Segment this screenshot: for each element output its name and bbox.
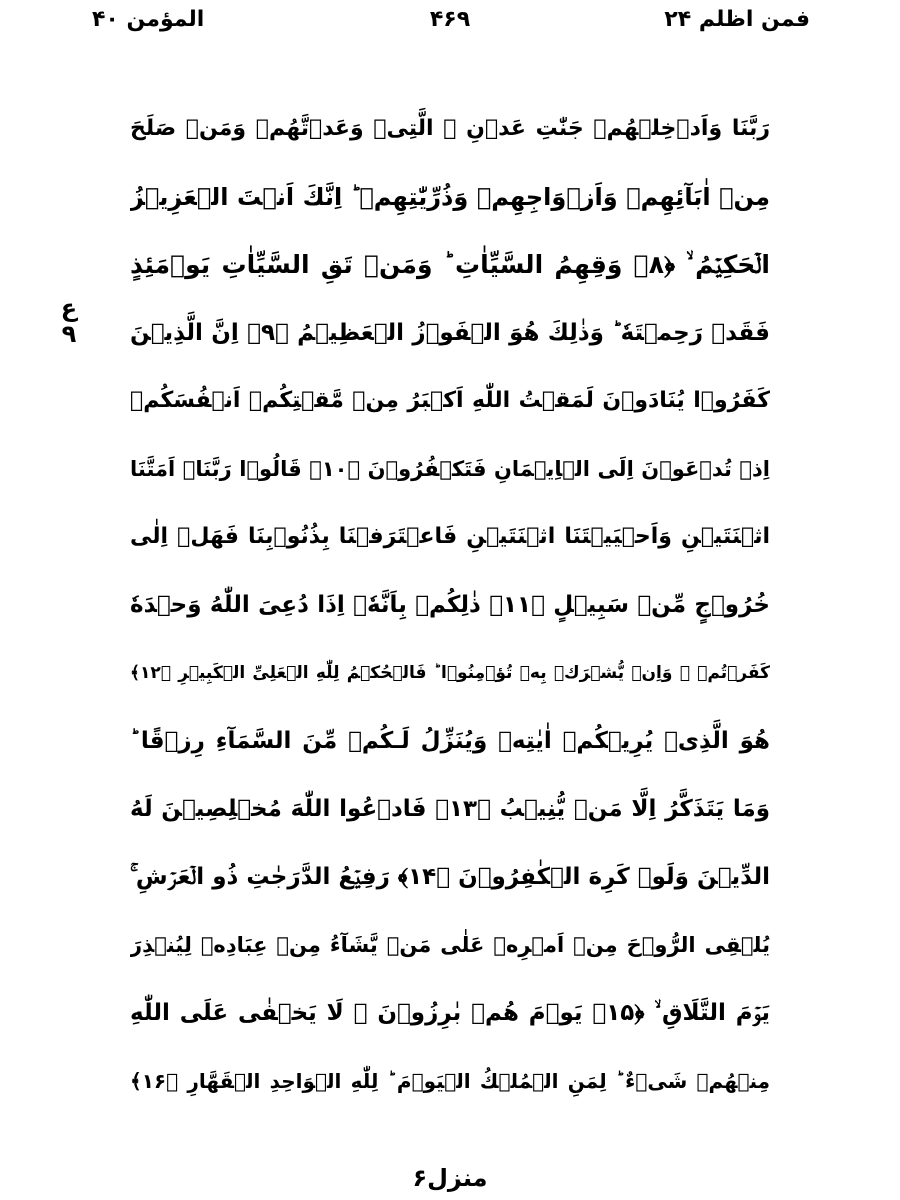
text-line: رَبَّنَا وَاَدۡخِلۡهُمۡ جَنّٰتِ عَدۡنِ ۣ الَّتِىۡ وَعَدۡتَّهُمۡ وَمَنۡ صَلَحَ (130, 116, 770, 141)
page-header (0, 0, 900, 44)
text-line: هُوَ الَّذِىۡ يُرِيۡكُمۡ اٰيٰتِهٖ وَيُنَزِّلُ لَـكُمۡ مِّنَ السَّمَآءِ رِزۡقًا‌ ؕ (130, 728, 770, 754)
text-line: مِنۡ اٰبَآئِهِمۡ وَاَزۡوَاجِهِمۡ وَذُرِّيّٰتِهِمۡ‌ ؕ اِنَّكَ اَنۡتَ الۡعَزِيۡزُ (130, 183, 770, 211)
text-line: اِذۡ تُدۡعَوۡنَ اِلَى الۡاِيۡمَانِ فَتَكۡفُرُوۡنَ‏ ﴿۱۰﴾ قَالُوۡا رَبَّنَاۤ اَمَتَّنَا (130, 457, 770, 481)
quran-text-block (130, 95, 770, 1115)
text-line: الدِّيۡنَ وَلَوۡ كَرِهَ الۡكٰفِرُوۡنَ‏ ﴿۱۴﴾ رَفِيۡعُ الدَّرَجٰتِ ذُو الۡعَرۡشِ‌ ۚ (130, 864, 770, 890)
text-line: وَمَا يَتَذَكَّرُ اِلَّا مَنۡ يُّنِيۡبُ‏ ﴿۱۳﴾ فَادۡعُوا اللّٰهَ مُخۡلِصِيۡنَ لَهُ (130, 796, 770, 822)
surah-name: المؤمن ۴۰ (92, 7, 205, 32)
page-number: ۴۶۹ (429, 7, 471, 32)
text-line: كَفَرُوۡا يُنَادَوۡنَ لَمَقۡتُ اللّٰهِ اَكۡبَرُ مِنۡ مَّقۡتِكُمۡ اَنۡفُسَكُمۡ (130, 388, 770, 413)
text-line: اثۡنَتَيۡنِ وَاَحۡيَيۡتَنَا اثۡنَتَيۡنِ فَاعۡتَرَفۡنَا بِذُنُوۡبِنَا فَهَلۡ اِلٰى (130, 524, 770, 549)
juz-name: فمن اظلم ۲۴ (664, 7, 810, 32)
text-line: مِنۡهُمۡ شَىۡءٌ‌ ؕ لِمَنِ الۡمُلۡكُ الۡيَوۡمَ‌ ؕ لِلّٰهِ الۡوَاحِدِ الۡقَهَّارِ‏ ﴿۱۶﴾ (130, 1069, 770, 1093)
text-line: الۡحَكِيۡمُ ۙ‏ ﴿۸﴾ وَقِهِمُ السَّيِّاٰتِ‌ ؕ وَمَنۡ تَقِ السَّيِّاٰتِ يَوۡمَئِذٍ (130, 250, 770, 279)
text-line: يُلۡقِى الرُّوۡحَ مِنۡ اَمۡرِهٖ عَلٰى مَنۡ يَّشَآءُ مِنۡ عِبَادِهٖ لِيُنۡذِرَ (130, 933, 770, 957)
text-line: فَقَدۡ رَحِمۡتَهٗ‌ ؕ وَذٰلِكَ هُوَ الۡفَوۡزُ الۡعَظِيۡمُ ‏﴿۹﴾ اِنَّ الَّذِيۡنَ (130, 320, 770, 346)
text-line: خُرُوۡجٍ مِّنۡ سَبِيۡلٍ‏ ﴿۱۱﴾ ذٰلِكُمۡ بِاَنَّهٗۤ اِذَا دُعِىَ اللّٰهُ وَحۡدَهٗ (130, 592, 770, 618)
ruku-marker: ع ۹ (60, 294, 78, 348)
text-line: كَفَرۡتُمۡ‌ ۚ وَاِنۡ يُّشۡرَكۡ بِهٖ تُؤۡمِنُوۡا‌ ؕ فَالۡحُكۡمُ لِلّٰهِ الۡعَلِىِّ الۡكَبِيۡرِ‏ ﴿۱۲﴾ (130, 663, 770, 683)
text-line: يَوۡمَ التَّلَاقِ ۙ‏ ﴿۱۵﴾ يَوۡمَ هُمۡ بٰرِزُوۡنَ‌ ۚ لَا يَخۡفٰى عَلَى اللّٰهِ (130, 1000, 770, 1026)
manzil-footer: منزل۶ (412, 1164, 488, 1192)
